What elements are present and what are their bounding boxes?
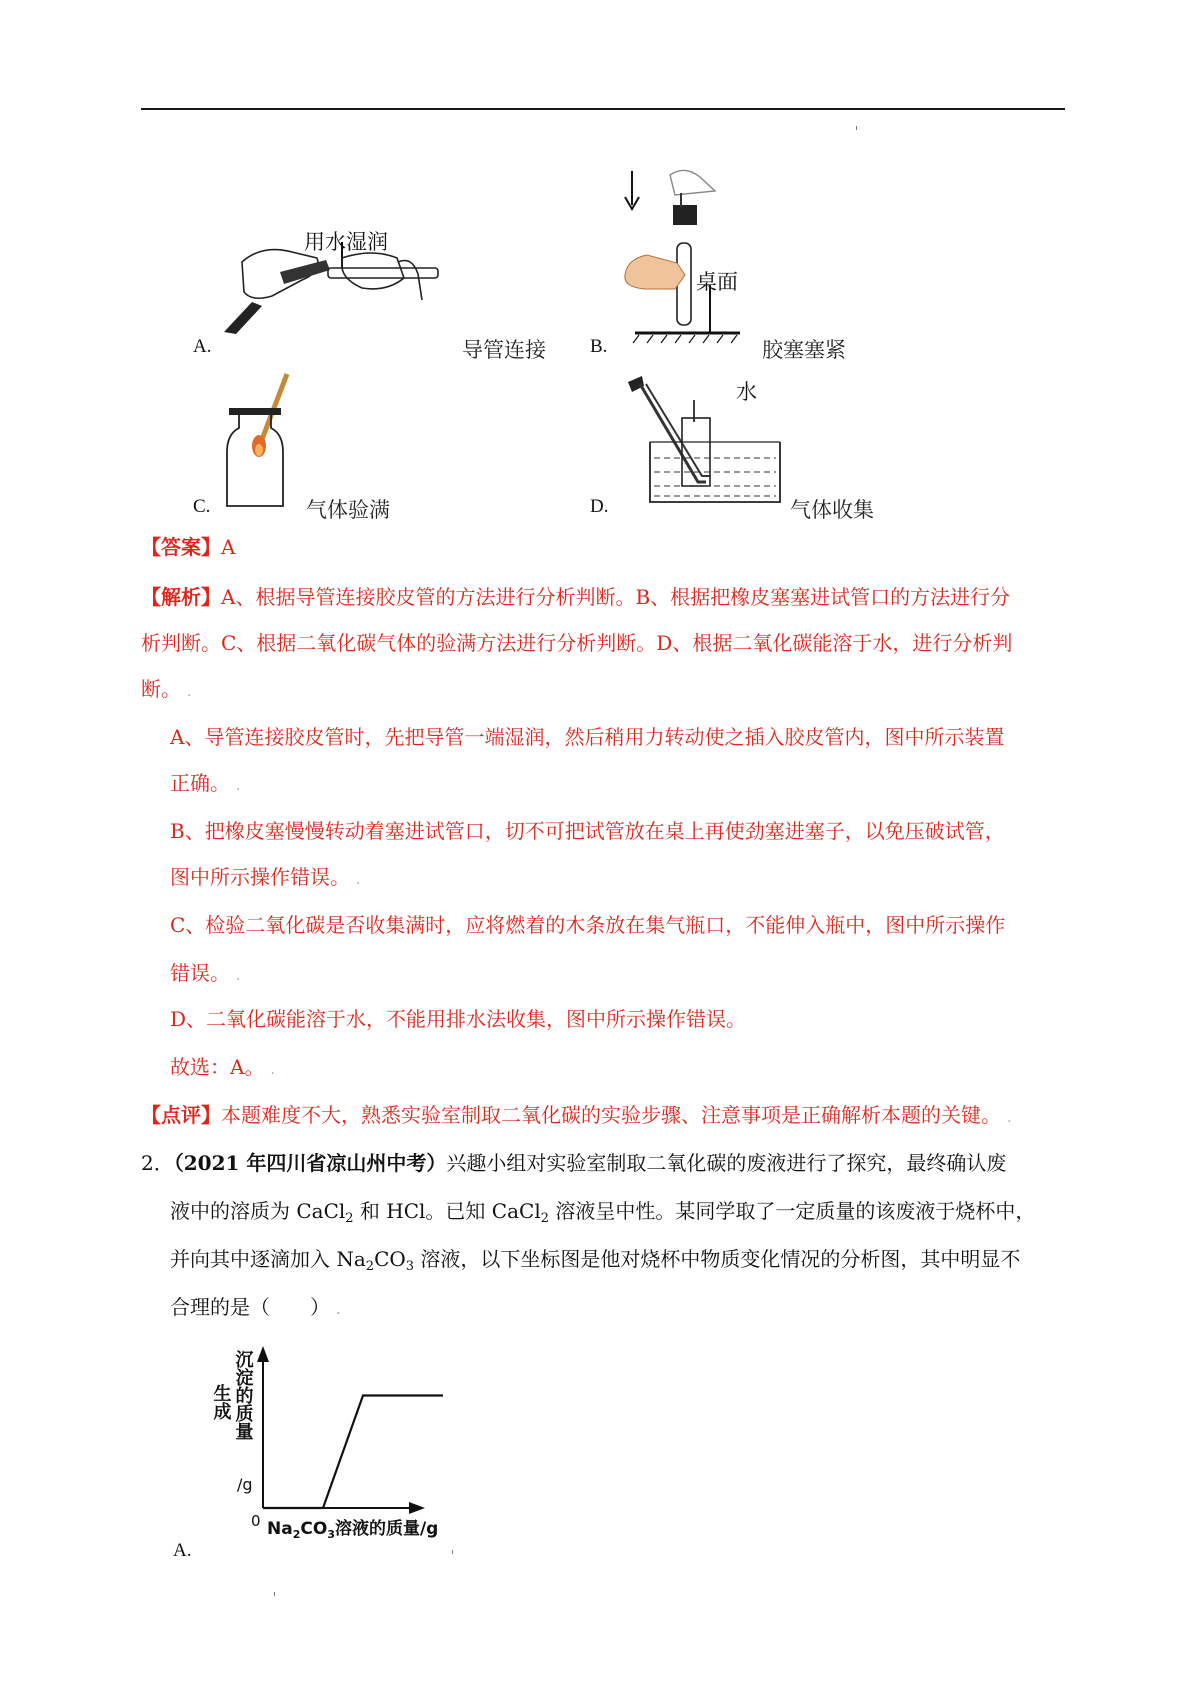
analysis-c-2: 错误。: [170, 961, 230, 985]
q2-source: （2021 年四川省凉山州中考）: [173, 1151, 447, 1175]
analysis-a-2: 正确。: [170, 771, 230, 795]
q2-text-1: 兴趣小组对实验室制取二氧化碳的废液进行了探究，最终确认废: [446, 1151, 1007, 1175]
paragraph-mark: .: [1007, 1110, 1012, 1126]
q2-t2-sub1: 2: [345, 1211, 354, 1226]
x-axis-label: [267, 1518, 438, 1540]
stray-mark: [274, 1592, 275, 1596]
comment-tag: 【点评】: [141, 1103, 221, 1127]
analysis-a-2-line: [170, 768, 240, 801]
paragraph-mark: .: [336, 1302, 341, 1318]
stopper-tube-illustration: [615, 165, 745, 355]
diagram-b: [615, 165, 745, 359]
label-desktop: 桌面: [696, 270, 738, 294]
paragraph-mark: .: [187, 684, 192, 700]
comment-text: 本题难度不大，熟悉实验室制取二氧化碳的实验步骤、注意事项是正确解析本题的关键。: [221, 1103, 1001, 1127]
q2-t2-sub2: 2: [540, 1211, 549, 1226]
q2-t3-post: 溶液，以下坐标图是他对烧杯中物质变化情况的分析图，其中明显不: [414, 1247, 1021, 1271]
q2-t3-mid: CO: [374, 1247, 406, 1271]
analysis-tag: 【解析】: [141, 585, 221, 609]
y-label-right: 沉淀的质量: [232, 1350, 254, 1440]
q2-option-a-letter: A.: [173, 1540, 192, 1561]
x-label-sub2: 3: [327, 1528, 335, 1540]
analysis-a-1: A、导管连接胶皮管时，先把导管一端湿润，然后稍用力转动使之插入胶皮管内，图中所示装置: [170, 725, 1005, 749]
paragraph-mark: .: [270, 1062, 275, 1078]
paragraph-mark: .: [236, 778, 241, 794]
paragraph-mark: .: [356, 872, 361, 888]
analysis-line-1: [141, 582, 1010, 612]
option-a-caption: 导管连接: [462, 338, 546, 362]
q2-line-3: [170, 1244, 1020, 1274]
option-c-caption: 气体验满: [306, 498, 390, 522]
analysis-intro-3-line: [141, 674, 191, 707]
option-a-letter: A.: [193, 336, 212, 357]
q2-t2-pre: 液中的溶质为 CaCl: [170, 1199, 346, 1223]
water-collection-illustration: [620, 372, 800, 512]
analysis-choose-line: [170, 1052, 275, 1085]
y-label-left: 生成: [210, 1384, 232, 1420]
label-wet-with-water: 用水湿润: [304, 230, 388, 254]
option-d-caption: 气体收集: [790, 498, 874, 522]
q2-t3-pre: 并向其中逐滴加入 Na: [170, 1247, 366, 1271]
y-unit: /g: [237, 1475, 253, 1494]
answer-value: A: [221, 535, 236, 559]
q2-line-4: [170, 1292, 340, 1325]
analysis-intro-1: A、根据导管连接胶皮管的方法进行分析判断。B、根据把橡皮塞塞进试管口的方法进行分: [221, 585, 1011, 609]
answer-line: [141, 532, 235, 562]
precipitate-mass-series: [263, 1396, 443, 1509]
analysis-b-2-line: [170, 862, 360, 895]
option-d-letter: D.: [590, 496, 609, 517]
analysis-b-1: B、把橡皮塞慢慢转动着塞进试管口，切不可把试管放在桌上再使劲塞进塞子，以免压破试管，: [170, 819, 1005, 843]
paragraph-mark: .: [236, 968, 241, 984]
q2-t2-mid: 和 HCl。已知 CaCl: [353, 1199, 541, 1223]
option-c-letter: C.: [193, 496, 211, 517]
x-label-pre: Na: [267, 1519, 293, 1539]
q2-t3-sub2: 3: [405, 1259, 415, 1274]
q2-line-2: [170, 1196, 1035, 1226]
q2-chart-a: [205, 1340, 465, 1540]
q2-text-4: 合理的是（ ）: [170, 1295, 330, 1319]
comment-line: [141, 1100, 1011, 1133]
origin-label: 0: [251, 1512, 261, 1530]
label-water: 水: [736, 380, 757, 404]
analysis-intro-3: 断。: [141, 677, 181, 701]
analysis-intro-2: 析判断。C、根据二氧化碳气体的验满方法进行分析判断。D、根据二氧化碳能溶于水，进行分析判: [141, 631, 1013, 655]
x-label-sub1: 2: [292, 1528, 301, 1540]
q2-number: 2．: [141, 1151, 174, 1175]
q2-t3-sub1: 2: [365, 1259, 375, 1274]
analysis-c-2-line: [170, 958, 240, 991]
analysis-c-1: C、检验二氧化碳是否收集满时，应将燃着的木条放在集气瓶口，不能伸入瓶中，图中所示操作: [170, 913, 1006, 937]
x-axis-arrow: [409, 1502, 425, 1514]
y-axis-arrow: [257, 1346, 269, 1362]
option-b-caption: 胶塞塞紧: [762, 338, 846, 362]
stray-mark: [856, 126, 857, 130]
answer-tag: 【答案】: [141, 535, 221, 559]
option-b-letter: B.: [590, 336, 608, 357]
header-rule: [141, 108, 1065, 110]
analysis-d-1: D、二氧化碳能溶于水，不能用排水法收集，图中所示操作错误。: [170, 1007, 747, 1031]
diagram-d: [620, 372, 800, 516]
q2-line-1: [141, 1148, 1006, 1178]
x-label-post: 溶液的质量/g: [334, 1519, 439, 1539]
x-label-mid: CO: [300, 1519, 328, 1539]
gas-bottle-illustration: [225, 372, 315, 512]
analysis-choose: 故选：A。: [170, 1055, 265, 1079]
diagram-c: [225, 372, 315, 516]
q2-t2-post: 溶液呈中性。某同学取了一定质量的该废液于烧杯中，: [549, 1199, 1036, 1223]
stray-mark: [452, 1550, 453, 1554]
analysis-b-2: 图中所示操作错误。: [170, 865, 350, 889]
